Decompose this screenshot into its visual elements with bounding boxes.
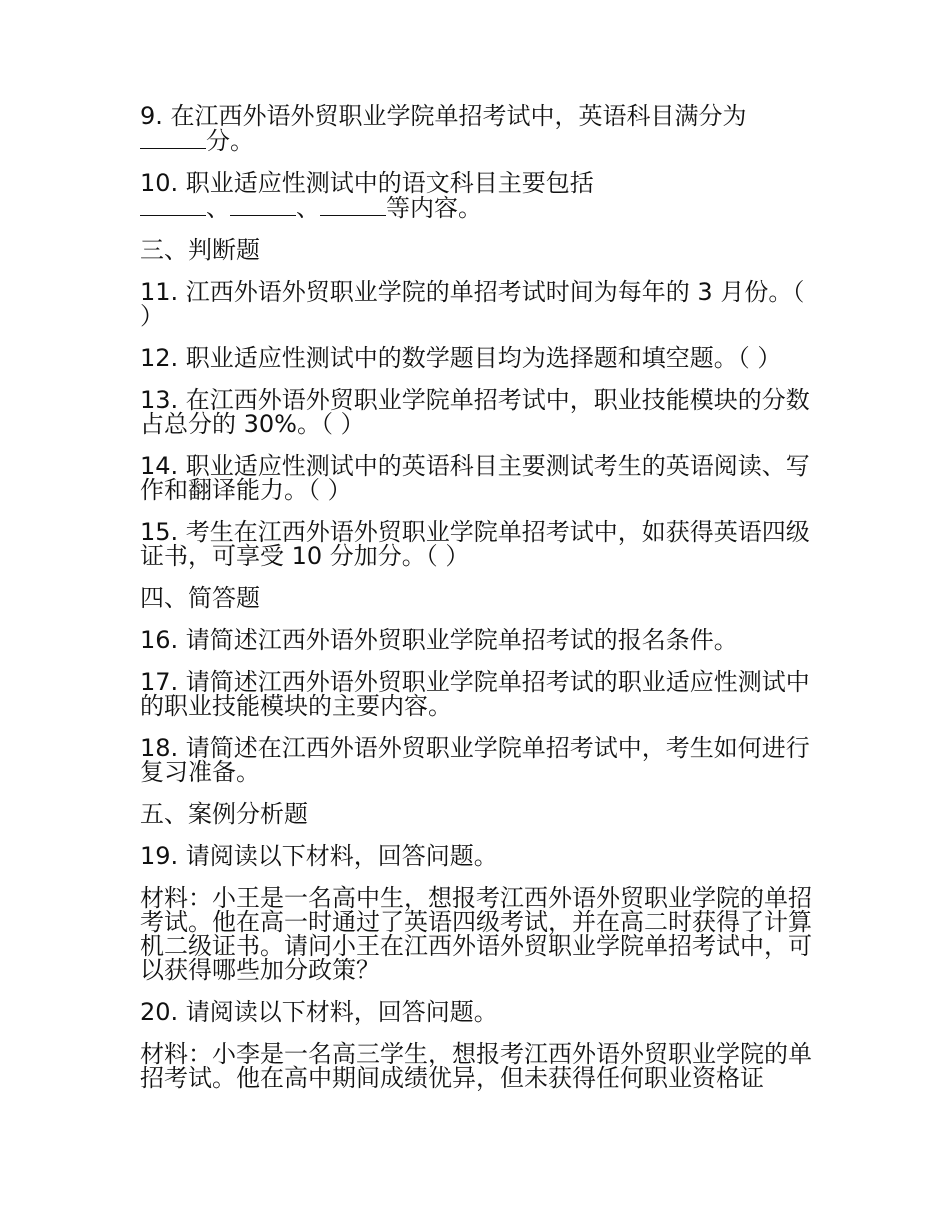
- material-20: 材料：小李是一名高三学生，想报考江西外语外贸职业学院的单招考试。他在高中期间成绩优异，但未获得任何职业资格证: [140, 1040, 812, 1092]
- section-heading-short-answer: 四、简答题: [140, 584, 260, 612]
- separator: 、: [206, 194, 230, 222]
- question-9: [140, 104, 812, 153]
- question-18: 18. 请简述在江西外语外贸职业学院单招考试中，考生如何进行复习准备。: [140, 734, 810, 786]
- question-10-suffix: 等内容。: [386, 194, 482, 222]
- answer-blank: [140, 195, 206, 216]
- question-9-suffix: 分。: [206, 127, 254, 155]
- question-10: [140, 171, 812, 220]
- section-heading-case-analysis: 五、案例分析题: [140, 800, 308, 828]
- question-16: 16. 请简述江西外语外贸职业学院单招考试的报名条件。: [140, 626, 738, 654]
- question-10-text: 10. 职业适应性测试中的语文科目主要包括: [140, 169, 594, 197]
- question-19: 19. 请阅读以下材料，回答问题。: [140, 842, 498, 870]
- question-20: 20. 请阅读以下材料，回答问题。: [140, 998, 498, 1026]
- material-19: 材料：小王是一名高中生，想报考江西外语外贸职业学院的单招考试。他在高一时通过了英语四级考试，并在高二时获得了计算机二级证书。请问小王在江西外语外贸职业学院单招考试中，可以获得哪些加分政策？: [140, 884, 812, 984]
- answer-blank: [230, 195, 296, 216]
- question-17: 17. 请简述江西外语外贸职业学院单招考试的职业适应性测试中的职业技能模块的主要内容。: [140, 668, 810, 720]
- document-body: [140, 104, 812, 1108]
- question-14: 14. 职业适应性测试中的英语科目主要测试考生的英语阅读、写作和翻译能力。（ ）: [140, 452, 810, 504]
- question-15: 15. 考生在江西外语外贸职业学院单招考试中，如获得英语四级证书，可享受 10 分加分。（ ）: [140, 518, 810, 570]
- question-11: 11. 江西外语外贸职业学院的单招考试时间为每年的 3 月份。（ ）: [140, 278, 805, 330]
- question-9-text: 9. 在江西外语外贸职业学院单招考试中，英语科目满分为: [140, 102, 747, 130]
- answer-blank: [320, 195, 386, 216]
- question-12: 12. 职业适应性测试中的数学题目均为选择题和填空题。（ ）: [140, 344, 782, 372]
- answer-blank: [140, 128, 206, 149]
- question-13: 13. 在江西外语外贸职业学院单招考试中，职业技能模块的分数占总分的 30%。（ ）: [140, 386, 810, 438]
- section-heading-true-false: 三、判断题: [140, 236, 260, 264]
- separator: 、: [296, 194, 320, 222]
